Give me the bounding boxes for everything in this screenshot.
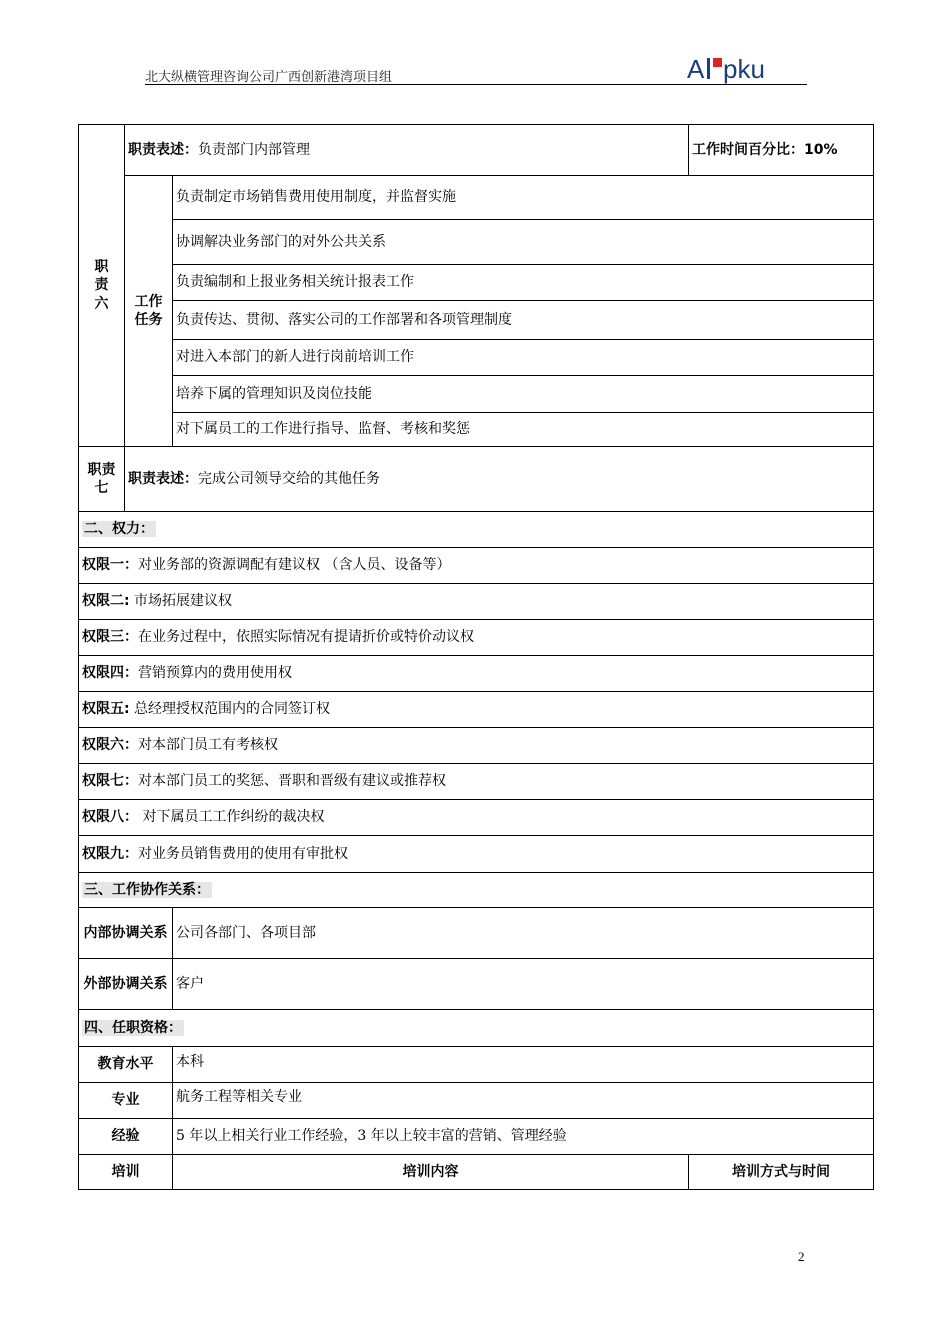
header-company: 北大纵横管理咨询公司广西创新港湾项目组 — [145, 69, 393, 84]
relation-label: 外部协调关系 — [79, 959, 173, 1010]
authority-label: 权限九： — [82, 845, 138, 862]
authority-label: 权限四： — [82, 665, 138, 682]
task-item: 培养下属的管理知识及岗位技能 — [173, 376, 874, 413]
authority-row — [79, 764, 874, 800]
training-method-header: 培训方式与时间 — [689, 1155, 874, 1190]
duty6-time-value: 10% — [804, 141, 838, 158]
training-content-header: 培训内容 — [173, 1155, 689, 1190]
authority-label: 权限一： — [82, 557, 138, 574]
authority-text: 对下属员工工作纠纷的裁决权 — [138, 809, 325, 826]
authority-label: 权限六： — [82, 737, 138, 754]
authority-text: 对本部门员工有考核权 — [138, 737, 278, 754]
authority-row — [79, 656, 874, 692]
duty7-desc-text: 完成公司领导交给的其他任务 — [198, 470, 380, 487]
authority-row — [79, 800, 874, 836]
task-item: 协调解决业务部门的对外公共关系 — [173, 220, 874, 265]
authority-label: 权限七： — [82, 773, 138, 790]
authority-text: 市场拓展建议权 — [129, 593, 233, 610]
task-item: 负责制定市场销售费用使用制度，并监督实施 — [173, 176, 874, 220]
training-label: 培训 — [79, 1155, 173, 1190]
svg-text:A: A — [687, 54, 705, 84]
authority-label: 权限五: — [82, 701, 130, 718]
logo — [687, 54, 807, 84]
authority-row — [79, 548, 874, 584]
duty6-task-label-text: 工作 任务 — [134, 293, 163, 328]
page-number: 2 — [798, 1249, 805, 1264]
authority-label: 权限八： — [82, 809, 138, 826]
relation-text: 公司各部门、各项目部 — [173, 908, 874, 959]
page-header — [145, 54, 807, 86]
qualification-text: 航务工程等相关专业 — [173, 1083, 874, 1119]
job-description-table — [78, 124, 874, 1190]
authority-text: 对本部门员工的奖惩、晋职和晋级有建议或推荐权 — [138, 773, 446, 790]
authority-label: 权限三： — [82, 629, 138, 646]
relation-text: 客户 — [173, 959, 874, 1010]
duty6-desc-text: 负责部门内部管理 — [198, 141, 310, 158]
section-authority-title-text: 二、权力： — [84, 521, 154, 538]
qualification-label: 教育水平 — [79, 1047, 173, 1083]
authority-label: 权限二: — [82, 593, 130, 610]
authority-row — [79, 692, 874, 728]
qualification-label: 经验 — [79, 1119, 173, 1155]
duty7-label-text: 职责 七 — [87, 461, 116, 496]
task-item: 对进入本部门的新人进行岗前培训工作 — [173, 340, 874, 376]
task-item: 负责传达、贯彻、落实公司的工作部署和各项管理制度 — [173, 301, 874, 340]
authority-text: 总经理授权范围内的合同签订权 — [129, 701, 331, 718]
duty6-label — [79, 125, 125, 447]
authority-row — [79, 728, 874, 764]
authority-text: 对业务员销售费用的使用有审批权 — [138, 845, 348, 862]
authority-row — [79, 836, 874, 873]
authority-row — [79, 620, 874, 656]
duty6-description — [125, 125, 689, 176]
section-authority-title — [79, 512, 874, 548]
section-relations-title-text: 三、工作协作关系： — [84, 881, 210, 898]
section-relations-title — [79, 873, 874, 908]
authority-row — [79, 584, 874, 620]
authority-text: 营销预算内的费用使用权 — [138, 665, 292, 682]
qualification-text: 本科 — [173, 1047, 874, 1083]
task-item: 对下属员工的工作进行指导、监督、考核和奖惩 — [173, 413, 874, 447]
duty7-description — [125, 447, 874, 512]
duty7-desc-label: 职责表述： — [128, 470, 198, 487]
duty6-label-text: 职 责 六 — [94, 259, 109, 312]
logo-icon — [687, 54, 807, 84]
duty6-time-percent — [689, 125, 874, 176]
duty6-desc-label: 职责表述： — [128, 141, 198, 158]
relation-label: 内部协调关系 — [79, 908, 173, 959]
section-qualification-title-text: 四、任职资格： — [84, 1019, 182, 1036]
section-qualification-title — [79, 1010, 874, 1047]
header-rule — [145, 84, 807, 85]
svg-text:pku: pku — [723, 54, 765, 84]
authority-text: 对业务部的资源调配有建议权 （含人员、设备等） — [138, 557, 451, 574]
duty6-time-label: 工作时间百分比： — [692, 141, 804, 158]
duty7-label — [79, 447, 125, 512]
duty6-task-label — [125, 176, 173, 447]
qualification-text: 5 年以上相关行业工作经验，3 年以上较丰富的营销、管理经验 — [173, 1119, 874, 1155]
qualification-label: 专业 — [79, 1083, 173, 1119]
task-item: 负责编制和上报业务相关统计报表工作 — [173, 265, 874, 301]
authority-text: 在业务过程中，依照实际情况有提请折价或特价动议权 — [138, 629, 474, 646]
